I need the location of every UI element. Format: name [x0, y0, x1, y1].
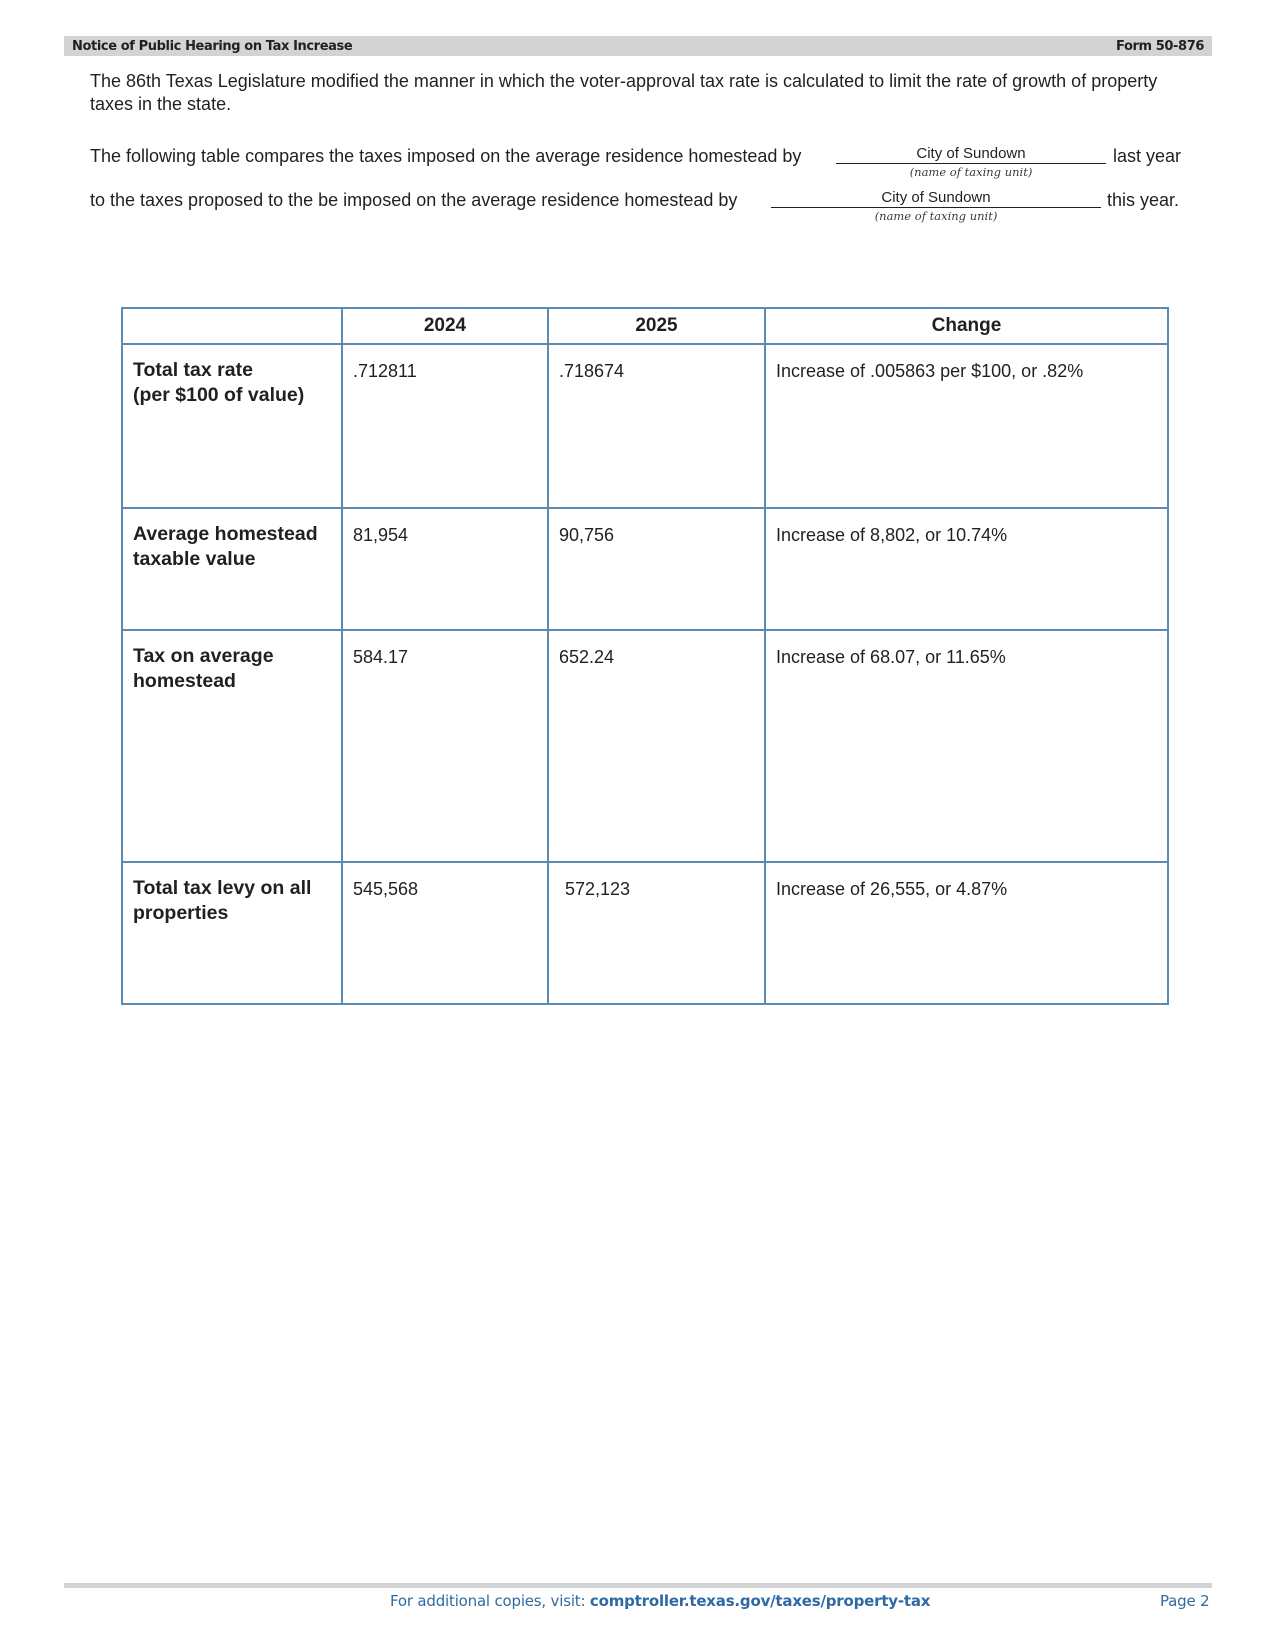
row-label-tax-on-average-homestead: Tax on average homestead: [122, 630, 342, 862]
table-header-row: [122, 308, 1168, 344]
header-cell-change: Change: [765, 308, 1168, 344]
table-row: [122, 862, 1168, 1004]
taxing-unit-hint: (name of taxing unit): [909, 165, 1033, 179]
cell-2025: 90,756: [548, 508, 765, 630]
cell-2024: .712811: [342, 344, 548, 508]
footer-link[interactable]: comptroller.texas.gov/taxes/property-tax: [589, 1592, 931, 1610]
cell-2025: 652.24: [548, 630, 765, 862]
cell-2025: .718674: [548, 344, 765, 508]
page-number: Page 2: [1160, 1592, 1210, 1610]
table-row: [122, 508, 1168, 630]
cell-2024: 584.17: [342, 630, 548, 862]
cell-change: Increase of .005863 per $100, or .82%: [765, 344, 1168, 508]
intro-line2-prefix: to the taxes proposed to the be imposed on the average residence homestead by: [90, 190, 738, 210]
table-row: [122, 630, 1168, 862]
form-title: Notice of Public Hearing on Tax Increase: [72, 38, 353, 54]
cell-change: Increase of 26,555, or 4.87%: [765, 862, 1168, 1004]
cell-2025: 572,123: [548, 862, 765, 1004]
tax-comparison-table: [121, 307, 1169, 1005]
taxing-unit-this-year-field[interactable]: City of Sundown: [771, 189, 1101, 208]
footer-prefix: For additional copies, visit:: [390, 1592, 586, 1610]
taxing-unit-hint: (name of taxing unit): [874, 209, 998, 223]
cell-change: Increase of 68.07, or 11.65%: [765, 630, 1168, 862]
footer-rule: [64, 1583, 1212, 1588]
cell-change: Increase of 8,802, or 10.74%: [765, 508, 1168, 630]
row-label-total-tax-levy: Total tax levy on all properties: [122, 862, 342, 1004]
taxing-unit-last-year-field[interactable]: City of Sundown: [836, 145, 1106, 164]
header-cell-blank: [122, 308, 342, 344]
intro-paragraph: The 86th Texas Legislature modified the manner in which the voter-approval tax rate is calculated to limit the rate of growth of property taxes in the state.: [90, 71, 1158, 114]
row-label-average-homestead-value: Average homestead taxable value: [122, 508, 342, 630]
header-cell-2024: 2024: [342, 308, 548, 344]
table-row: [122, 344, 1168, 508]
intro-line1-suffix: last year: [1113, 146, 1182, 166]
cell-2024: 545,568: [342, 862, 548, 1004]
intro-line1-prefix: The following table compares the taxes imposed on the average residence homestead by: [90, 146, 802, 166]
cell-2024: 81,954: [342, 508, 548, 630]
header-cell-2025: 2025: [548, 308, 765, 344]
form-header-bar: [64, 36, 1212, 56]
footer-copies: [390, 1592, 930, 1610]
intro-line2-suffix: this year.: [1107, 190, 1180, 210]
form-number: Form 50-876: [1116, 38, 1204, 54]
row-label-total-tax-rate: Total tax rate (per $100 of value): [122, 344, 342, 508]
